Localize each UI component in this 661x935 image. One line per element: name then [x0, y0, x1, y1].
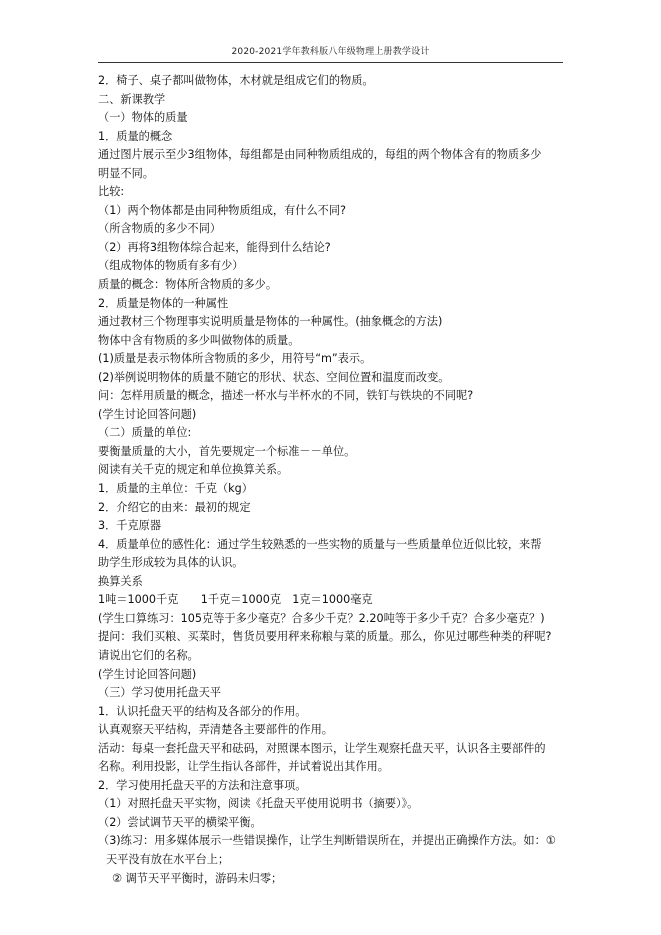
text-line: 2．质量是物体的一种属性: [98, 296, 229, 310]
text-line: 活动：每桌一套托盘天平和砝码，对照课本图示，让学生观察托盘天平，认识各主要部件的: [98, 741, 546, 755]
text-line: 1．质量的概念: [98, 129, 173, 143]
text-line: 通过图片展示至少3组物体，每组都是由同种物质组成的，每组的两个物体含有的物质多少: [98, 148, 542, 162]
text-line: 阅读有关千克的规定和单位换算关系。: [98, 463, 289, 477]
text-line: 助学生形成较为具体的认识。: [98, 556, 244, 570]
text-line: 要衡量质量的大小，首先要规定一个标准－－单位。: [98, 444, 356, 458]
text-line: 问：怎样用质量的概念，描述一杯水与半杯水的不同，铁钉与铁块的不同呢?: [98, 389, 474, 403]
text-line: 通过教材三个物理事实说明质量是物体的一种属性。(抽象概念的方法): [98, 315, 443, 329]
text-line: 物体中含有物质的多少叫做物体的质量。: [98, 333, 300, 347]
text-line: （组成物体的物质有多有少）: [98, 259, 244, 273]
text-line: 名称。利用投影，让学生指认各部件，并试着说出其作用。: [98, 760, 389, 774]
header-divider: [98, 62, 563, 63]
text-line: (学生口算练习：105克等于多少毫克？合多少千克？2.20吨等于多少千克？合多少毫克？): [98, 611, 545, 625]
text-line: （2）尝试调节天平的横梁平衡。: [98, 815, 262, 829]
text-line: 质量的概念：物体所含物质的多少。: [98, 278, 278, 292]
text-line: (学生讨论回答问题): [98, 667, 197, 681]
text-line: 1．质量的主单位：千克（kg）: [98, 482, 253, 496]
text-line: ② 调节天平平衡时，游码未归零；: [112, 871, 283, 885]
text-line: 2．椅子、桌子都叫做物体，木材就是组成它们的物质。: [98, 74, 374, 87]
text-line: 明显不同。: [98, 166, 154, 180]
text-line: 4．质量单位的感性化：通过学生较熟悉的一些实物的质量与一些质量单位近似比较，来帮: [98, 537, 542, 551]
text-line: （二）质量的单位:: [98, 426, 192, 440]
text-line: (1)质量是表示物体所含物质的多少，用符号“m”表示。: [98, 352, 372, 366]
text-line: (学生讨论回答问题): [98, 407, 197, 421]
text-line: 3．千克原器: [98, 519, 162, 533]
text-line: (2)举例说明物体的质量不随它的形状、状态、空间位置和温度而改变。: [98, 370, 450, 384]
text-line: （1）两个物体都是由同种物质组成，有什么不同?: [98, 203, 346, 217]
text-line: （一）物体的质量: [98, 111, 188, 125]
text-line: （3)练习：用多媒体展示一些错误操作，让学生判断错误所在，并提出正确操作方法。如：①: [98, 834, 556, 848]
text-line: 提问：我们买粮、买菜时，售货员要用秤来称粮与菜的质量。那么，你见过哪些种类的秤呢?: [98, 630, 552, 644]
text-line: 认真观察天平结构，弄清楚各主要部件的作用。: [98, 723, 333, 737]
text-line: 天平没有放在水平台上；: [106, 852, 230, 866]
page-header: 2020-2021学年教科版八年级物理上册教学设计: [231, 47, 430, 57]
text-line: （所含物质的多少不同）: [98, 222, 222, 236]
text-line: 比较:: [98, 185, 125, 199]
text-line: 请说出它们的名称。: [98, 648, 199, 662]
text-line: （2）再将3组物体综合起来，能得到什么结论?: [98, 240, 331, 254]
document-body: [98, 72, 566, 888]
text-line: （1）对照托盘天平实物，阅读《托盘天平使用说明书（摘要）》。: [98, 797, 419, 811]
text-line: （三）学习使用托盘天平: [98, 686, 222, 700]
text-line: 二、新课教学: [98, 92, 166, 106]
text-line: 换算关系: [98, 574, 143, 588]
text-line: 1．认识托盘天平的结构及各部分的作用。: [98, 704, 307, 718]
text-line: 2．学习使用托盘天平的方法和注意事项。: [98, 778, 307, 792]
text-line: 2．介绍它的由来：最初的规定: [98, 500, 251, 514]
text-line: 1吨＝1000千克 1千克＝1000克 1克＝1000毫克: [98, 593, 373, 607]
